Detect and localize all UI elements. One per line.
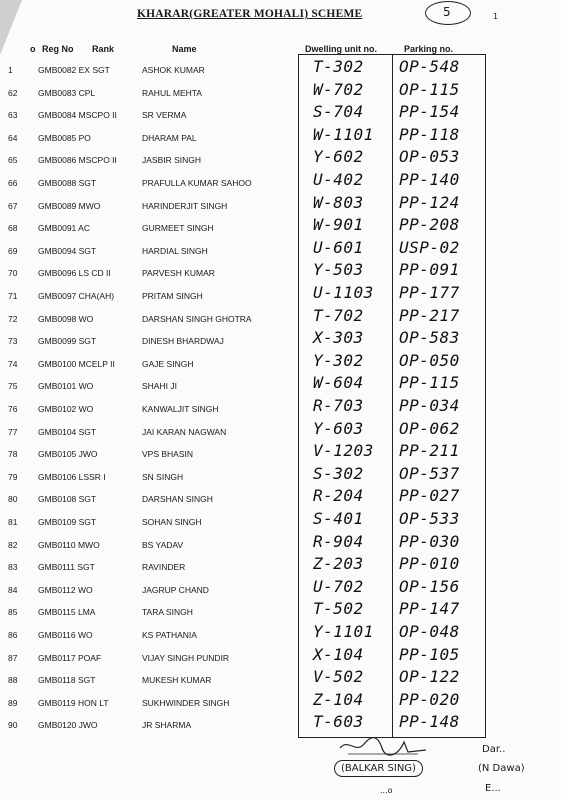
reg-no-rank: GMB0084 MSCPO II: [38, 110, 117, 121]
table-row: [0, 81, 561, 103]
serial-number: 87: [8, 652, 18, 663]
dwelling-unit: W-604: [313, 373, 364, 393]
member-name: DARSHAN SINGH GHOTRA: [142, 313, 252, 324]
reg-no-rank: GMB0120 JWO: [38, 720, 98, 731]
dwelling-unit: Z-203: [313, 554, 364, 574]
bottom-scrawl: ...o: [380, 786, 393, 795]
serial-number: 72: [8, 313, 18, 324]
dwelling-unit: Y-503: [313, 260, 364, 280]
reg-no-rank: GMB0106 LSSR I: [38, 471, 106, 482]
member-name: JR SHARMA: [142, 720, 192, 731]
dwelling-unit: R-204: [313, 486, 364, 506]
member-name: SUKHWINDER SINGH: [142, 697, 230, 708]
dwelling-unit: Y-602: [313, 147, 364, 167]
serial-number: 86: [8, 630, 18, 640]
member-name: RAVINDER: [142, 562, 186, 573]
table-row: [0, 194, 561, 216]
parking-no: OP-053: [399, 147, 460, 167]
reg-no-rank: GMB0111 SGT: [38, 562, 95, 573]
header-dwelling: Dwelling unit no.: [305, 44, 377, 54]
dwelling-unit: V-1203: [313, 441, 374, 461]
dwelling-unit: W-803: [313, 192, 364, 212]
table-row: [0, 668, 561, 690]
serial-number: 90: [8, 720, 18, 731]
parking-no: OP-533: [399, 509, 460, 528]
dwelling-unit: S-704: [313, 102, 364, 122]
dwelling-unit: X-104: [313, 644, 364, 664]
serial-number: 1: [8, 65, 13, 75]
reg-no-rank: GMB0088 SGT: [38, 178, 97, 188]
serial-number: 84: [8, 584, 18, 595]
parking-no: PP-118: [399, 124, 460, 144]
serial-number: 85: [8, 607, 18, 618]
table-row: [0, 555, 561, 577]
serial-number: 66: [8, 178, 18, 188]
reg-no-rank: GMB0101 WO: [38, 381, 94, 392]
parking-no: OP-048: [399, 622, 460, 641]
parking-no: PP-217: [399, 305, 460, 325]
table-row: [0, 600, 561, 622]
header-name: Name: [172, 44, 197, 54]
parking-no: PP-211: [399, 441, 460, 461]
member-name: JAGRUP CHAND: [142, 584, 209, 595]
member-name: PARVESH KUMAR: [142, 268, 215, 279]
serial-number: 71: [8, 291, 18, 301]
table-row: [0, 691, 561, 713]
member-name: GAJE SINGH: [142, 358, 194, 369]
table-row: [0, 329, 561, 351]
parking-no: OP-156: [399, 576, 460, 596]
serial-number: 74: [8, 358, 18, 369]
parking-no: PP-027: [399, 486, 460, 506]
reg-no-rank: GMB0082 EX SGT: [38, 65, 110, 75]
dwelling-unit: R-904: [313, 531, 364, 551]
parking-no: USP-02: [399, 237, 460, 257]
serial-number: 76: [8, 404, 18, 414]
serial-number: 75: [8, 381, 18, 392]
table-row: [0, 58, 561, 80]
table-row: [0, 623, 561, 645]
reg-no-rank: GMB0104 SGT: [38, 426, 97, 437]
table-row: [0, 239, 561, 261]
table-row: [0, 216, 561, 238]
table-row: [0, 148, 561, 170]
serial-number: 82: [8, 539, 18, 550]
page-fold-corner: [0, 0, 22, 55]
dwelling-unit: U-402: [313, 170, 364, 189]
header-rank: Rank: [92, 44, 115, 54]
member-name: PRAFULLA KUMAR SAHOO: [142, 178, 252, 188]
member-name: ASHOK KUMAR: [142, 65, 205, 75]
dwelling-unit: U-601: [313, 237, 364, 257]
member-name: RAHUL MEHTA: [142, 87, 202, 98]
member-name: DHARAM PAL: [142, 132, 197, 143]
reg-no-rank: GMB0108 SGT: [38, 494, 97, 505]
parking-no: PP-091: [399, 260, 460, 280]
table-row: [0, 533, 561, 555]
reg-no-rank: GMB0110 MWO: [38, 539, 100, 550]
parking-no: PP-020: [399, 689, 460, 709]
table-row: [0, 261, 561, 283]
serial-number: 80: [8, 494, 18, 505]
dwelling-unit: S-401: [313, 509, 364, 528]
parking-no: OP-548: [399, 57, 460, 76]
reg-no-rank: GMB0089 MWO: [38, 200, 101, 211]
reg-no-rank: GMB0105 JWO: [38, 449, 98, 460]
reg-no-rank: GMB0109 SGT: [38, 517, 97, 527]
header-parking: Parking no.: [404, 44, 454, 54]
member-name: SOHAN SINGH: [142, 517, 202, 527]
table-row: [0, 442, 561, 464]
serial-number: 79: [8, 471, 18, 482]
parking-no: PP-115: [399, 373, 460, 393]
serial-number: 83: [8, 562, 18, 573]
table-row: [0, 307, 561, 329]
serial-number: 68: [8, 223, 18, 234]
dwelling-unit: U-702: [313, 576, 364, 596]
serial-number: 73: [8, 336, 18, 347]
dwelling-unit: U-1103: [313, 283, 374, 302]
serial-number: 81: [8, 517, 18, 527]
dwelling-unit: W-702: [313, 79, 364, 99]
member-name: KS PATHANIA: [142, 630, 197, 640]
reg-no-rank: GMB0118 SGT: [38, 675, 96, 686]
reg-no-rank: GMB0097 CHA(AH): [38, 291, 115, 301]
dwelling-unit: T-603: [313, 712, 364, 732]
signature-scrawl: E...: [485, 783, 501, 794]
parking-no: PP-177: [399, 283, 460, 302]
table-row: [0, 171, 561, 193]
reg-no-rank: GMB0099 SGT: [38, 336, 97, 347]
table-row: [0, 126, 561, 148]
reg-no-rank: GMB0086 MSCPO II: [38, 155, 117, 166]
reg-no-rank: GMB0115 LMA: [38, 607, 96, 618]
parking-no: OP-122: [399, 667, 460, 687]
dwelling-unit: T-502: [313, 599, 364, 619]
member-name: HARINDERJIT SINGH: [142, 200, 228, 211]
dwelling-unit: W-901: [313, 215, 364, 235]
serial-number: 63: [8, 110, 18, 121]
signature-date: Dar..: [482, 744, 506, 755]
serial-number: 64: [8, 132, 18, 143]
dwelling-unit: Y-603: [313, 418, 364, 438]
parking-no: PP-154: [399, 102, 460, 122]
dwelling-unit: Y-1101: [313, 622, 374, 641]
dwelling-unit: X-303: [313, 328, 364, 348]
signatory-name: (BALKAR SING): [334, 760, 423, 777]
serial-number: 78: [8, 449, 18, 460]
parking-no: PP-148: [399, 712, 460, 732]
member-name: PRITAM SINGH: [142, 291, 203, 301]
table-row: [0, 578, 561, 600]
page-number-circle: [425, 1, 471, 25]
serial-number: 89: [8, 697, 18, 708]
header-sno: o: [30, 44, 36, 54]
reg-no-rank: GMB0117 POAF: [38, 652, 102, 663]
reg-no-rank: GMB0098 WO: [38, 313, 94, 324]
member-name: VIJAY SINGH PUNDIR: [142, 652, 230, 663]
table-row: [0, 397, 561, 419]
reg-no-rank: GMB0100 MCELP II: [38, 358, 115, 369]
serial-number: 69: [8, 245, 18, 256]
member-name: KANWALJIT SINGH: [142, 404, 219, 414]
dwelling-unit: S-302: [313, 463, 364, 483]
table-row: [0, 284, 561, 306]
dwelling-unit: W-1101: [313, 124, 374, 144]
document-title: KHARAR(GREATER MOHALI) SCHEME: [137, 8, 363, 20]
serial-number: 65: [8, 155, 18, 166]
parking-no: PP-030: [399, 531, 460, 551]
dwelling-unit: R-703: [313, 396, 364, 415]
reg-no-rank: GMB0091 AC: [38, 223, 90, 234]
dwelling-unit: Y-302: [313, 350, 364, 370]
serial-number: 88: [8, 675, 18, 686]
parking-no: PP-105: [399, 644, 460, 664]
table-row: [0, 352, 561, 374]
dwelling-unit: T-302: [313, 57, 364, 76]
reg-no-rank: GMB0085 PO: [38, 132, 91, 143]
parking-no: OP-537: [399, 463, 460, 483]
serial-number: 70: [8, 268, 18, 279]
table-row: [0, 646, 561, 668]
table-row: [0, 713, 561, 735]
table-row: [0, 103, 561, 125]
member-name: VPS BHASIN: [142, 449, 194, 460]
parking-no: PP-034: [399, 396, 460, 415]
signatory-name-2: (N Dawa): [478, 763, 525, 774]
parking-no: OP-115: [399, 79, 460, 99]
dwelling-unit: Z-104: [313, 689, 364, 709]
member-name: GURMEET SINGH: [142, 223, 214, 234]
reg-no-rank: GMB0112 WO: [38, 584, 93, 595]
reg-no-rank: GMB0094 SGT: [38, 245, 97, 256]
parking-no: PP-124: [399, 192, 460, 212]
parking-no: PP-147: [399, 599, 460, 619]
parking-no: OP-050: [399, 350, 460, 370]
parking-no: OP-062: [399, 418, 460, 438]
serial-number: 67: [8, 200, 18, 211]
parking-no: PP-010: [399, 554, 460, 574]
member-name: HARDIAL SINGH: [142, 245, 208, 256]
member-name: SR VERMA: [142, 110, 187, 121]
reg-no-rank: GMB0102 WO: [38, 404, 94, 414]
member-name: BS YADAV: [142, 539, 184, 550]
dwelling-unit: T-702: [313, 305, 364, 325]
table-row: [0, 465, 561, 487]
reg-no-rank: GMB0116 WO: [38, 630, 93, 640]
table-row: [0, 420, 561, 442]
serial-number: 77: [8, 426, 18, 437]
signature-scribble: [338, 734, 428, 758]
member-name: SN SINGH: [142, 471, 184, 482]
parking-no: PP-208: [399, 215, 460, 235]
dwelling-unit: V-502: [313, 667, 364, 687]
parking-no: OP-583: [399, 328, 460, 348]
page-number: 5: [443, 5, 451, 19]
serial-number: 62: [8, 87, 18, 98]
header-reg-no: Reg No: [42, 44, 74, 54]
parking-no: PP-140: [399, 170, 460, 189]
member-name: DARSHAN SINGH: [142, 494, 213, 505]
member-name: JASBIR SINGH: [142, 155, 202, 166]
member-name: DINESH BHARDWAJ: [142, 336, 224, 347]
member-name: MUKESH KUMAR: [142, 675, 212, 686]
member-name: SHAHI JI: [142, 381, 177, 392]
reg-no-rank: GMB0096 LS CD II: [38, 268, 111, 279]
member-name: TARA SINGH: [142, 607, 193, 618]
corner-mark: 1: [493, 12, 499, 21]
reg-no-rank: GMB0083 CPL: [38, 87, 96, 98]
reg-no-rank: GMB0119 HON LT: [38, 697, 109, 708]
table-row: [0, 374, 561, 396]
member-name: JAI KARAN NAGWAN: [142, 426, 227, 437]
table-row: [0, 487, 561, 509]
table-row: [0, 510, 561, 532]
